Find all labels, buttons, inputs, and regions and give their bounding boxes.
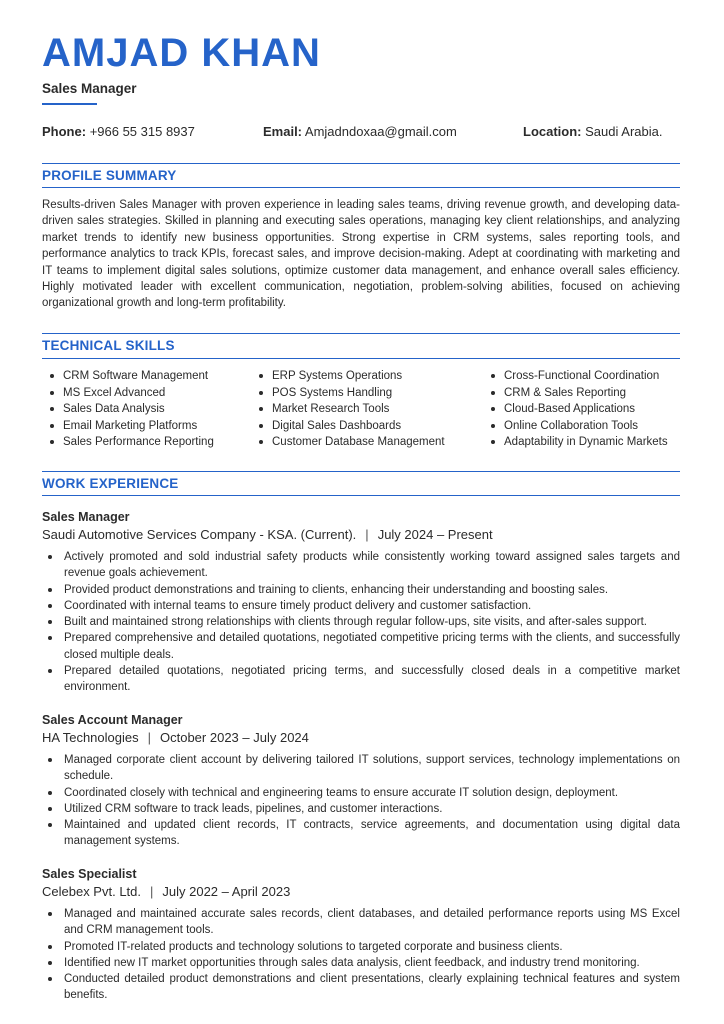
job-dates: July 2024 – Present	[377, 527, 493, 542]
job-company: Saudi Automotive Services Company - KSA. (Current).	[42, 527, 357, 542]
section-divider	[42, 333, 680, 334]
job-dates: July 2022 – April 2023	[162, 884, 291, 899]
phone-value: +966 55 315 8937	[89, 124, 195, 139]
experience-heading: WORK EXPERIENCE	[42, 476, 179, 491]
job-title: Sales Manager	[42, 510, 130, 524]
skills-column	[489, 368, 668, 451]
job-bullet: Managed and maintained accurate sales records, client databases, and detailed performance reports using MS Excel and CRM management tools.	[42, 906, 680, 939]
location-label: Location:	[523, 124, 582, 139]
job-bullets	[42, 906, 680, 1004]
section-divider	[42, 471, 680, 472]
location-value: Saudi Arabia.	[585, 124, 663, 139]
skill-item: Email Marketing Platforms	[48, 418, 214, 435]
skill-item: Sales Performance Reporting	[48, 434, 214, 451]
contact-email	[263, 124, 457, 139]
job-bullets	[42, 752, 680, 850]
job-dates: October 2023 – July 2024	[160, 730, 309, 745]
job-company: HA Technologies	[42, 730, 139, 745]
email-value: Amjadndoxaa@gmail.com	[304, 124, 457, 139]
contact-location	[523, 124, 662, 139]
section-divider	[42, 163, 680, 164]
skill-item: Sales Data Analysis	[48, 401, 214, 418]
skill-item: POS Systems Handling	[257, 385, 445, 402]
skill-item: Cross-Functional Coordination	[489, 368, 668, 385]
skill-item: MS Excel Advanced	[48, 385, 214, 402]
section-divider	[42, 495, 680, 496]
candidate-title: Sales Manager	[42, 81, 137, 96]
skill-item: Adaptability in Dynamic Markets	[489, 434, 668, 451]
phone-label: Phone:	[42, 124, 87, 139]
job-bullet: Built and maintained strong relationships with clients through regular follow-ups, site visits, and after-sales support.	[42, 614, 680, 630]
job-bullet: Provided product demonstrations and training to clients, enhancing their understanding and boosting sales.	[42, 582, 680, 598]
job-bullet: Actively promoted and sold industrial safety products while consistently working toward assigned sales targets and revenue goals achievement.	[42, 549, 680, 582]
profile-heading: PROFILE SUMMARY	[42, 168, 177, 183]
skill-item: CRM Software Management	[48, 368, 214, 385]
job-meta	[42, 730, 309, 745]
meta-separator: |	[147, 730, 151, 745]
job-bullet: Managed corporate client account by delivering tailored IT solutions, support services, technology implementations on schedule.	[42, 752, 680, 785]
skill-item: Online Collaboration Tools	[489, 418, 668, 435]
candidate-name: AMJAD KHAN	[42, 31, 321, 75]
job-bullet: Identified new IT market opportunities through sales data analysis, client feedback, and industry trend monitoring.	[42, 955, 680, 971]
job-bullet: Maintained and updated client records, IT contracts, service agreements, and documentation using digital data management systems.	[42, 817, 680, 850]
skill-item: ERP Systems Operations	[257, 368, 445, 385]
job-bullet: Prepared comprehensive and detailed quotations, negotiated competitive pricing terms with the clients, and successfully closed multiple deals.	[42, 630, 680, 663]
job-company: Celebex Pvt. Ltd.	[42, 884, 141, 899]
skills-column	[48, 368, 214, 451]
job-meta	[42, 884, 290, 899]
job-bullet: Conducted detailed product demonstrations and client presentations, clearly explaining technical features and system benefits.	[42, 971, 680, 1004]
job-bullet: Utilized CRM software to track leads, pipelines, and customer interactions.	[42, 801, 680, 817]
job-meta	[42, 527, 493, 542]
meta-separator: |	[150, 884, 154, 899]
contact-phone	[42, 124, 195, 139]
job-title: Sales Specialist	[42, 867, 137, 881]
job-bullet: Promoted IT-related products and technology solutions to targeted corporate and business clients.	[42, 939, 680, 955]
job-title: Sales Account Manager	[42, 713, 183, 727]
skill-item: Market Research Tools	[257, 401, 445, 418]
skills-heading: TECHNICAL SKILLS	[42, 338, 175, 353]
skills-column	[257, 368, 445, 451]
meta-separator: |	[365, 527, 369, 542]
skill-item: CRM & Sales Reporting	[489, 385, 668, 402]
skill-item: Digital Sales Dashboards	[257, 418, 445, 435]
job-bullets	[42, 549, 680, 696]
job-bullet: Coordinated closely with technical and engineering teams to ensure accurate IT solution design, deployment.	[42, 785, 680, 801]
title-underline	[42, 103, 97, 105]
job-bullet: Prepared detailed quotations, negotiated pricing terms, and successfully closed deals in a competitive market environment.	[42, 663, 680, 696]
profile-summary-text: Results-driven Sales Manager with proven experience in leading sales teams, driving revenue growth, and developing data-driven sales strategies. Skilled in planning and executing sales operations, managing key client relationships, and analyzing market trends to identify new business opportunities. Strong expertise in CRM systems, sales reporting tools, and performance analytics to track KPIs, forecast sales, and improve decision-making. Adept at coordinating with marketing and IT teams to implement digital sales solutions, optimize customer data management, and enhance overall sales efficiency. Highly motivated leader with excellent communication, negotiation, problem-solving abilities, focused on achieving organizational growth and long-term profitability.	[42, 199, 680, 310]
email-label: Email:	[263, 124, 303, 139]
job-bullet: Coordinated with internal teams to ensure timely product delivery and customer satisfaction.	[42, 598, 680, 614]
section-divider	[42, 358, 680, 359]
skill-item: Cloud-Based Applications	[489, 401, 668, 418]
skill-item: Customer Database Management	[257, 434, 445, 451]
section-divider	[42, 187, 680, 188]
